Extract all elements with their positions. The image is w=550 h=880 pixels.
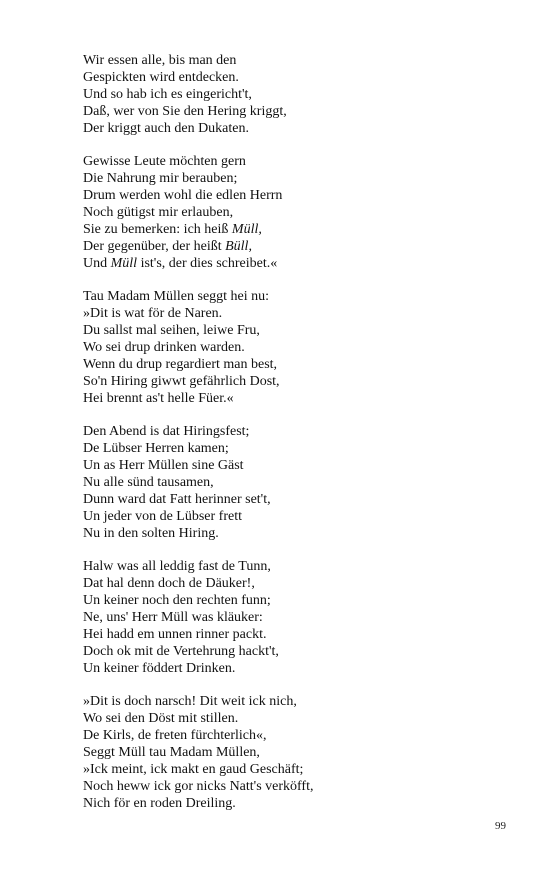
poem-line: Wo sei drup drinken warden. (83, 340, 245, 355)
poem-line: Un jeder von de Lübser frett (83, 509, 242, 524)
poem-line: Du sallst mal seihen, leiwe Fru, (83, 323, 260, 338)
poem-line: Und so hab ich es eingericht't, (83, 87, 252, 102)
stanza (83, 52, 503, 137)
poem-line: »Ick meint, ick makt en gaud Geschäft; (83, 762, 304, 777)
poem-line: Wir essen alle, bis man den (83, 53, 237, 68)
poem-line: Hei brennt as't helle Füer.« (83, 391, 234, 406)
poem-line: Doch ok mit de Vertehrung hackt't, (83, 644, 279, 659)
poem-line: So'n Hiring giwwt gefährlich Dost, (83, 374, 280, 389)
poem-line: Wo sei den Döst mit stillen. (83, 711, 239, 726)
poem-line: Un as Herr Müllen sine Gäst (83, 458, 244, 473)
poem-text (83, 52, 503, 828)
stanza (83, 423, 503, 542)
page-number: 99 (495, 820, 506, 832)
poem-line: Nu alle sünd tausamen, (83, 475, 214, 490)
poem-line: »Dit is doch narsch! Dit weit ick nich, (83, 694, 297, 709)
stanza (83, 558, 503, 677)
poem-line: Der kriggt auch den Dukaten. (83, 121, 249, 136)
poem-line: Drum werden wohl die edlen Herrn (83, 188, 283, 203)
poem-line: Der gegenüber, der heißt Büll, (83, 239, 252, 254)
poem-line: »Dit is wat för de Naren. (83, 306, 223, 321)
poem-line: Ne, uns' Herr Müll was kläuker: (83, 610, 263, 625)
poem-line: Noch heww ick gor nicks Natt's verköfft, (83, 779, 314, 794)
poem-line: Nich för en roden Dreiling. (83, 796, 236, 811)
poem-line: Dunn ward dat Fatt herinner set't, (83, 492, 271, 507)
poem-line: De Lübser Herren kamen; (83, 441, 229, 456)
poem-line: Noch gütigst mir erlauben, (83, 205, 234, 220)
poem-line: Un keiner noch den rechten funn; (83, 593, 271, 608)
poem-line: Hei hadd em unnen rinner packt. (83, 627, 267, 642)
stanza (83, 693, 503, 812)
poem-line: Wenn du drup regardiert man best, (83, 357, 278, 372)
poem-line: Sie zu bemerken: ich heiß Müll, (83, 222, 262, 237)
stanza (83, 288, 503, 407)
poem-line: Un keiner föddert Drinken. (83, 661, 236, 676)
poem-line: De Kirls, de freten fürchterlich«, (83, 728, 267, 743)
poem-line: Gewisse Leute möchten gern (83, 154, 246, 169)
poem-line: Den Abend is dat Hiringsfest; (83, 424, 250, 439)
stanza (83, 153, 503, 272)
poem-line: Tau Madam Müllen seggt hei nu: (83, 289, 270, 304)
poem-line: Gespickten wird entdecken. (83, 70, 239, 85)
poem-line: Nu in den solten Hiring. (83, 526, 219, 541)
poem-line: Daß, wer von Sie den Hering kriggt, (83, 104, 287, 119)
poem-line: Die Nahrung mir berauben; (83, 171, 238, 186)
poem-line: Dat hal denn doch de Däuker!, (83, 576, 255, 591)
poem-line: Halw was all leddig fast de Tunn, (83, 559, 271, 574)
poem-line: Und Müll ist's, der dies schreibet.« (83, 256, 278, 271)
poem-line: Seggt Müll tau Madam Müllen, (83, 745, 260, 760)
